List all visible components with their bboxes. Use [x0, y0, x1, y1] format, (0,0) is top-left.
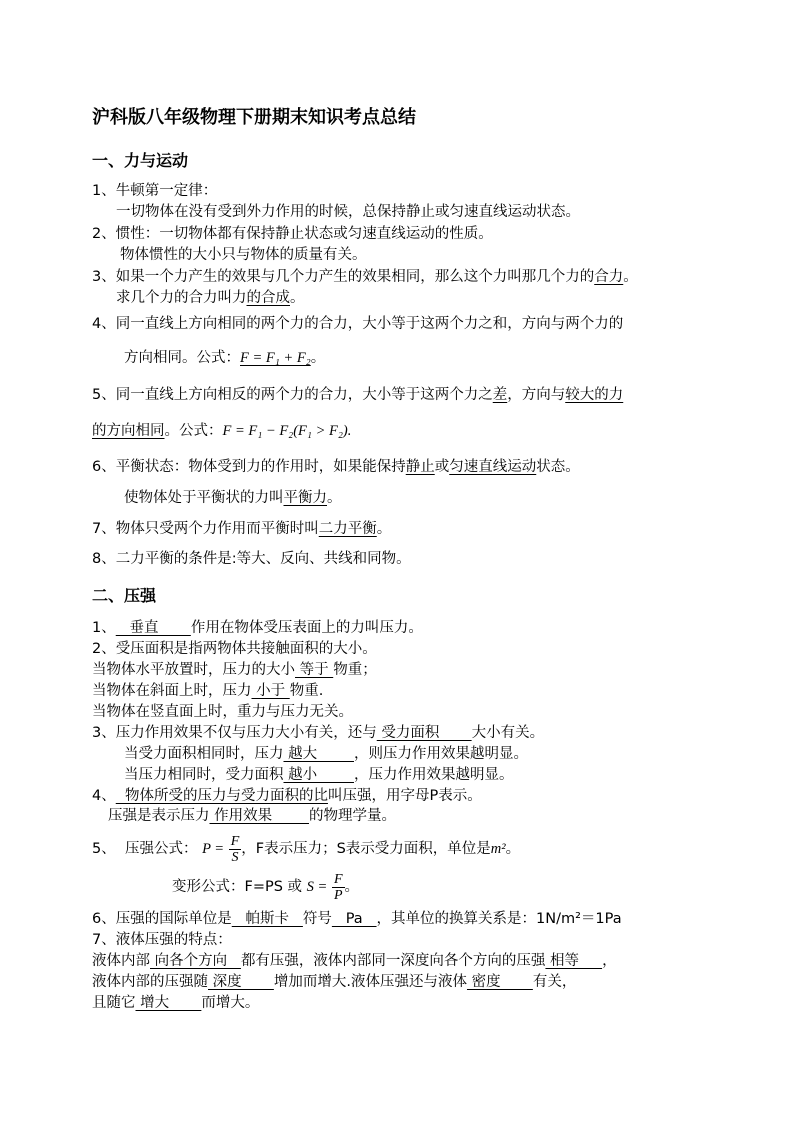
blank-answer: 相等: [545, 953, 603, 969]
p-item-3-area-same: 当受力面积相同时，压力 越大 ，则压力作用效果越明显。: [124, 746, 528, 762]
item-5-opposite-direction: 5、同一直线上方向相反的两个力的合力，大小等于这两个力之差，方向与较大的力: [92, 387, 624, 403]
formula-difference: F = F₁ − F₂(F₁ > F₂).: [222, 423, 352, 439]
blank-answer: 小于: [251, 683, 290, 699]
item-3-resultant: 3、如果一个力产生的效果与几个力产生的效果相同，那么这个力叫那几个力的合力。: [92, 269, 638, 285]
formula-lhs: P =: [202, 841, 225, 857]
item-2-content: 物体惯性的大小只与物体的质量有关。: [120, 247, 367, 263]
blank-answer: 受力面积: [376, 725, 472, 741]
fraction-f-over-p: $\frac{F}{P}$: [333, 871, 343, 903]
p-item-6-unit: 6、压强的国际单位是 帕斯卡 符号 Pa ，其单位的换算关系是：1N/m²＝1Pa: [92, 911, 622, 927]
p-item-2-horizontal: 当物体水平放置时，压力的大小 等于 物重；: [92, 662, 377, 678]
blank-answer: 的方向相同: [92, 423, 165, 439]
item-6-content: 使物体处于平衡状的力叫平衡力。: [124, 490, 342, 506]
blank-answer: 越大: [283, 746, 354, 762]
p-item-2-vertical: 当物体在竖直面上时，重力与压力无关。: [92, 704, 353, 720]
blank-answer: 密度: [466, 974, 533, 990]
p-item-4-content: 压强是表示压力 作用效果 的物理学量。: [108, 808, 396, 824]
p-item-5-derived: 变形公式：F=PS 或 S = $\frac{F}{P}$ 。: [172, 871, 359, 903]
formula-sum: F = F₁ + F₂: [240, 350, 311, 366]
blank-answer: 平衡力: [283, 490, 327, 506]
item-2-inertia: 2、惯性：一切物体都有保持静止状态或匀速直线运动的性质。: [92, 226, 493, 242]
p-item-3: 3、压力作用效果不仅与压力大小有关，还与 受力面积 大小有关。: [92, 725, 545, 741]
blank-answer: 作用效果: [209, 808, 309, 824]
item-4-formula-line: 方向相同。公式：F = F₁ + F₂。: [124, 350, 326, 366]
item-4-same-direction: 4、同一直线上方向相同的两个力的合力，大小等于这两个力之和，方向与两个力的: [92, 316, 624, 332]
blank-answer: 静止: [405, 459, 435, 475]
item-7-two-force: 7、物体只受两个力作用而平衡时叫二力平衡。: [92, 521, 392, 537]
item-1-newton: 1、牛顿第一定律：: [92, 183, 218, 199]
p-item-7-line3: 且随它 增大 而增大。: [92, 995, 260, 1011]
blank-answer: 差: [492, 387, 508, 403]
section-heading-pressure: 二、压强: [92, 586, 157, 605]
p-item-7: 7、液体压强的特点：: [92, 932, 232, 948]
p-item-2-incline: 当物体在斜面上时，压力 小于 物重.: [92, 683, 324, 699]
blank-answer: 较大的力: [565, 387, 624, 403]
item-5-formula-line: 的方向相同。公式：F = F₁ − F₂(F₁ > F₂).: [92, 423, 352, 439]
p-item-7-line2: 液体内部的压强随 深度 增加而增大.液体压强还与液体 密度 有关，: [92, 974, 577, 990]
p-item-7-line1: 液体内部 向各个方向 都有压强，液体内部同一深度向各个方向的压强 相等 ，: [92, 953, 617, 969]
p-item-1: 1、 垂直 作用在物体受压表面上的力叫压力。: [92, 620, 423, 636]
item-6-equilibrium: 6、平衡状态：物体受到力的作用时，如果能保持静止或匀速直线运动状态。: [92, 459, 580, 475]
blank-answer: 的合成: [246, 290, 290, 306]
p-item-4: 4、 物体所受的压力与受力面积的比叫压强，用字母P表示。: [92, 788, 482, 804]
blank-answer: 越小: [283, 767, 354, 783]
p-item-2: 2、受压面积是指两物体共接触面积的大小。: [92, 641, 377, 657]
item-8-conditions: 8、二力平衡的条件是:等大、反向、共线和同物。: [92, 551, 411, 567]
blank-answer: 垂直: [115, 620, 191, 636]
blank-answer: Pa: [331, 911, 377, 927]
p-item-3-force-same: 当压力相同时，受力面积 越小 ，压力作用效果越明显。: [124, 767, 514, 783]
blank-answer: 等于: [295, 662, 334, 678]
fraction-f-over-s: $\frac{F}{S}$: [230, 833, 240, 865]
blank-answer: 匀速直线运动: [449, 459, 537, 475]
blank-answer: 合力: [594, 269, 624, 285]
item-1-content: 一切物体在没有受到外力作用的时候，总保持静止或匀速直线运动状态。: [116, 204, 580, 220]
blank-answer: 二力平衡: [318, 521, 377, 537]
section-heading-force-motion: 一、力与运动: [92, 151, 189, 170]
blank-answer: 帕斯卡: [231, 911, 303, 927]
blank-answer: 深度: [208, 974, 274, 990]
p-item-5-formula: 5、 压强公式： P = $\frac{F}{S}$ ，F表示压力；S表示受力面积，单位是m²。: [92, 833, 521, 865]
blank-answer: 增大: [135, 995, 202, 1011]
blank-answer: 物体所受的压力与受力面积的比: [115, 788, 328, 804]
item-3-content: 求几个力的合力叫力的合成。: [116, 290, 305, 306]
document-title: 沪科版八年级物理下册期末知识考点总结: [92, 107, 416, 128]
blank-answer: 向各个方向: [150, 953, 241, 969]
